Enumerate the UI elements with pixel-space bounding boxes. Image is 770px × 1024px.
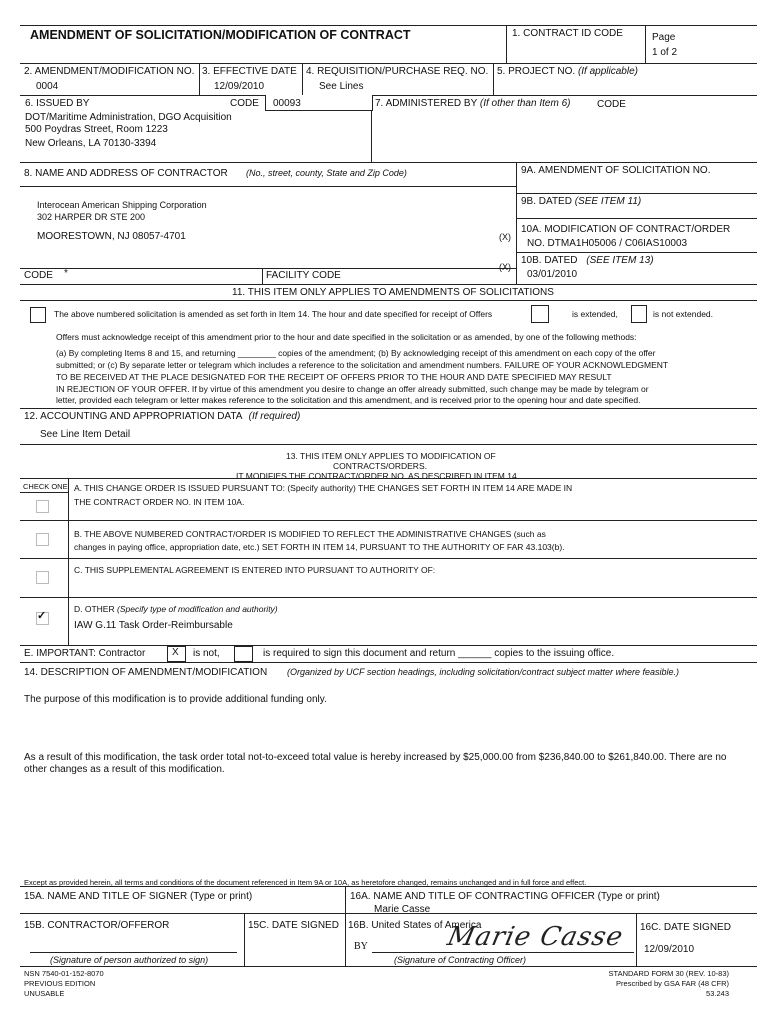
- rule: [20, 95, 757, 96]
- rule: [20, 966, 757, 967]
- issuer-address-line3: New Orleans, LA 70130-3394: [25, 138, 157, 149]
- contractor-code-label: CODE: [24, 270, 53, 281]
- contractor-line3: MOORESTOWN, NJ 08057-4701: [37, 231, 186, 242]
- issuer-address-line2: 500 Poydras Street, Room 1223: [25, 124, 168, 135]
- contractor-code-value: *: [64, 268, 68, 279]
- is-not-mark: X: [172, 647, 179, 658]
- item11-para-line4: IN REJECTION OF YOUR OFFER. If by virtue of this amendment you desire to change an offer already submitted, such change may be made by telegram or: [56, 384, 649, 394]
- previous-edition: PREVIOUS EDITION: [24, 979, 96, 988]
- rule: [302, 63, 303, 95]
- administered-code-label: CODE: [597, 99, 626, 110]
- standard-form-number: STANDARD FORM 30 (REV. 10-83): [608, 969, 729, 978]
- modification-contract-label: 10A. MODIFICATION OF CONTRACT/ORDER: [521, 224, 731, 235]
- check-c-checkbox[interactable]: [36, 571, 49, 584]
- rule: [506, 25, 507, 63]
- issued-code-label: CODE: [230, 98, 259, 109]
- rule: [20, 408, 757, 409]
- item11-para-line1: (a) By completing Items 8 and 15, and returning ________ copies of the amendment; (b) By acknowledging receipt of this amendment on each copy of the offer: [56, 348, 656, 358]
- dated-10b-note: (SEE ITEM 13): [586, 255, 654, 266]
- rule: [199, 63, 200, 95]
- item13d-value: IAW G.11 Task Order-Reimbursable: [74, 620, 233, 631]
- item13c-line1: C. THIS SUPPLEMENTAL AGREEMENT IS ENTERED INTO PURSUANT TO AUTHORITY OF:: [74, 565, 436, 575]
- is-not-extended-checkbox[interactable]: [631, 305, 647, 323]
- rule: [20, 492, 68, 493]
- contract-id-label: 1. CONTRACT ID CODE: [512, 28, 623, 39]
- rule: [345, 886, 346, 966]
- administered-by-note: (If other than Item 6): [479, 98, 571, 109]
- item13a-line1: A. THIS CHANGE ORDER IS ISSUED PURSUANT TO: (Specify authority) THE CHANGES SET FORTH IN ITEM 14 ARE MADE IN: [74, 483, 573, 493]
- dated-9b-text: 9B. DATED: [521, 196, 572, 207]
- item11-para-line5: letter, provided each telegram or letter makes reference to the solicitation and this amendment, and is received prior to the opening hour and date specified.: [56, 395, 641, 405]
- rule: [262, 268, 263, 284]
- rule: [645, 25, 646, 63]
- amendment-no-label: 2. AMENDMENT/MODIFICATION NO.: [24, 66, 195, 77]
- date-16c-value: 12/09/2010: [644, 944, 695, 955]
- rule: [244, 913, 245, 966]
- check-d-mark-icon: ✓: [37, 610, 47, 622]
- item11-heading: 11. THIS ITEM ONLY APPLIES TO AMENDMENTS OF SOLICITATIONS: [232, 287, 554, 298]
- item13d-text: D. OTHER: [74, 604, 115, 614]
- rule: [20, 186, 516, 187]
- facility-code-label: FACILITY CODE: [266, 270, 341, 281]
- item13d-label: [74, 604, 278, 614]
- signer-15a-label: 15A. NAME AND TITLE OF SIGNER (Type or print): [24, 891, 253, 902]
- date-16c-label: 16C. DATE SIGNED: [640, 922, 731, 933]
- accounting-text: 12. ACCOUNTING AND APPROPRIATION DATA: [24, 411, 242, 422]
- project-no-label: [497, 66, 638, 77]
- item13d-note: (Specify type of modification and authority): [117, 604, 278, 614]
- amendment-solicitation-label: 9A. AMENDMENT OF SOLICITATION NO.: [521, 165, 711, 176]
- is-not-label: is not,: [193, 648, 220, 659]
- item11-para-line3: TO BE RECEIVED AT THE PLACE DESIGNATED FOR THE RECEIPT OF OFFERS PRIOR TO THE HOUR AND DATE SPECIFIED MAY RESULT: [56, 372, 612, 382]
- rule: [20, 444, 757, 445]
- item13-heading-line1: 13. THIS ITEM ONLY APPLIES TO MODIFICATION OF: [286, 451, 496, 461]
- dated-9b-note: (SEE ITEM 11): [574, 196, 642, 207]
- contractor-line2: 302 HARPER DR STE 200: [37, 212, 146, 222]
- requisition-value: See Lines: [319, 81, 364, 92]
- offers-text: The above numbered solicitation is amended as set forth in Item 14. The hour and date specified for receipt of Offers: [54, 309, 493, 319]
- page-label: Page: [652, 32, 676, 43]
- description-purpose: The purpose of this modification is to provide additional funding only.: [24, 694, 327, 705]
- offers-checkbox[interactable]: [30, 307, 46, 323]
- signature-person-caption: (Signature of person authorized to sign): [50, 955, 209, 965]
- check-b-checkbox[interactable]: [36, 533, 49, 546]
- rule: [20, 284, 757, 285]
- requisition-label: 4. REQUISITION/PURCHASE REQ. NO.: [306, 66, 489, 77]
- accounting-note: (If required): [248, 411, 301, 422]
- rule: [516, 162, 517, 284]
- rule: [68, 478, 69, 645]
- rule: [516, 218, 757, 219]
- important-label: E. IMPORTANT: Contractor: [24, 648, 146, 659]
- rule: [20, 300, 757, 301]
- rule: [20, 478, 757, 479]
- rule: [30, 952, 237, 953]
- contractor-line1: Interocean American Shipping Corporation: [37, 200, 207, 210]
- rule: [516, 193, 757, 194]
- us-16b-label: 16B. United States of America: [348, 920, 482, 931]
- dated-10b-label: [521, 255, 654, 266]
- item13-heading-line3: IT MODIFIES THE CONTRACT/ORDER NO. AS DESCRIBED IN ITEM 14.: [236, 471, 520, 478]
- nsn-number: NSN 7540-01-152-8070: [24, 969, 104, 978]
- accounting-value: See Line Item Detail: [40, 429, 131, 440]
- except-text: Except as provided herein, all terms and conditions of the document referenced in Item 9A or 10A, as heretofore changed, remains unchanged and in full force and effect.: [24, 878, 587, 887]
- rule: [516, 252, 757, 253]
- rule: [20, 597, 757, 598]
- unusable: UNUSABLE: [24, 989, 65, 998]
- contractor-note: (No., street, county, State and Zip Code): [246, 168, 407, 178]
- signature-officer-caption: (Signature of Contracting Officer): [394, 955, 527, 965]
- dated-9b-label: [521, 196, 641, 207]
- contractor-15b-label: 15B. CONTRACTOR/OFFEROR: [24, 920, 170, 931]
- project-no-text: 5. PROJECT NO.: [497, 66, 576, 77]
- item13b-line2: changes in paying office, appropriation date, etc.) SET FORTH IN ITEM 14, PURSUANT TO THE AUTHORITY OF FAR 43.103(b).: [74, 542, 565, 552]
- rule: [20, 520, 757, 521]
- contracting-officer-signature: Marie Casse: [444, 922, 627, 952]
- acknowledge-text: Offers must acknowledge receipt of this amendment prior to the hour and date specified in the solicitation or as amended, by one of the following methods:: [56, 332, 637, 342]
- rule: [20, 162, 757, 163]
- administered-by-label: [375, 98, 570, 109]
- rule: [20, 645, 757, 646]
- form-title: AMENDMENT OF SOLICITATION/MODIFICATION OF CONTRACT: [30, 28, 411, 42]
- effective-date-value: 12/09/2010: [214, 81, 265, 92]
- dated-10b-text: 10B. DATED: [521, 255, 578, 266]
- by-label: BY: [354, 941, 368, 952]
- item13a-line2: THE CONTRACT ORDER NO. IN ITEM 10A.: [74, 497, 245, 507]
- contractor-label: 8. NAME AND ADDRESS OF CONTRACTOR: [24, 168, 228, 179]
- description-result: As a result of this modification, the task order total not-to-exceed total value is hereby increased by $25,000.00 from $236,840.00 to $261,840.00. There are no other changes as a result of this modification.: [24, 752, 727, 775]
- issued-code-value: 00093: [273, 98, 301, 109]
- amendment-no-value: 0004: [36, 81, 59, 92]
- rule: [636, 913, 637, 966]
- officer-name: Marie Casse: [374, 904, 431, 915]
- is-extended-checkbox[interactable]: [531, 305, 549, 323]
- is-extended-label: is extended,: [572, 309, 618, 319]
- item11-para-line2: submitted; or (c) By separate letter or telegram which includes a reference to the solicitation and amendment numbers. FAILURE OF YOUR ACKNOWLEDGMENT: [56, 360, 669, 370]
- item13b-line1: B. THE ABOVE NUMBERED CONTRACT/ORDER IS MODIFIED TO REFLECT THE ADMINISTRATIVE CHANGES (such as: [74, 529, 546, 539]
- far-section: 53.243: [706, 989, 729, 998]
- administered-by-text: 7. ADMINISTERED BY: [375, 98, 478, 109]
- form-top-border: [20, 25, 757, 26]
- rule: [726, 520, 746, 521]
- officer-16a-label: 16A. NAME AND TITLE OF CONTRACTING OFFICER (Type or print): [350, 891, 660, 902]
- check-a-checkbox[interactable]: [36, 500, 49, 513]
- gsa-prescribed: Prescribed by GSA FAR (48 CFR): [616, 979, 729, 988]
- accounting-label: [24, 411, 300, 422]
- rule: [20, 268, 516, 269]
- rule: [493, 63, 494, 95]
- page-of-value: 1 of 2: [652, 47, 678, 58]
- rule: [20, 63, 757, 64]
- check-one-label: CHECK ONE: [23, 482, 68, 491]
- item13-heading-line2: CONTRACTS/ORDERS.: [333, 461, 427, 471]
- effective-date-label: 3. EFFECTIVE DATE: [202, 66, 297, 77]
- project-no-note: (If applicable): [577, 66, 638, 77]
- rule: [372, 952, 634, 953]
- mark-10b: (X): [499, 262, 511, 272]
- issued-by-label: 6. ISSUED BY: [25, 98, 90, 109]
- is-not-extended-label: is not extended.: [653, 309, 714, 319]
- description-note: (Organized by UCF section headings, including solicitation/contract subject matter where feasible.): [287, 667, 680, 677]
- description-label: 14. DESCRIPTION OF AMENDMENT/MODIFICATION: [24, 667, 268, 678]
- issuer-address-line1: DOT/Maritime Administration, DGO Acquisition: [25, 112, 232, 123]
- dated-10b-value: 03/01/2010: [527, 269, 578, 280]
- date-15c-label: 15C. DATE SIGNED: [248, 920, 339, 931]
- mark-10a: (X): [499, 232, 511, 242]
- is-required-checkbox[interactable]: [234, 646, 253, 662]
- rule: [20, 662, 757, 663]
- rule: [20, 558, 757, 559]
- modification-contract-value: NO. DTMA1H05006 / C06IAS10003: [527, 238, 688, 249]
- is-required-label: is required to sign this document and return ______ copies to the issuing office.: [263, 648, 615, 659]
